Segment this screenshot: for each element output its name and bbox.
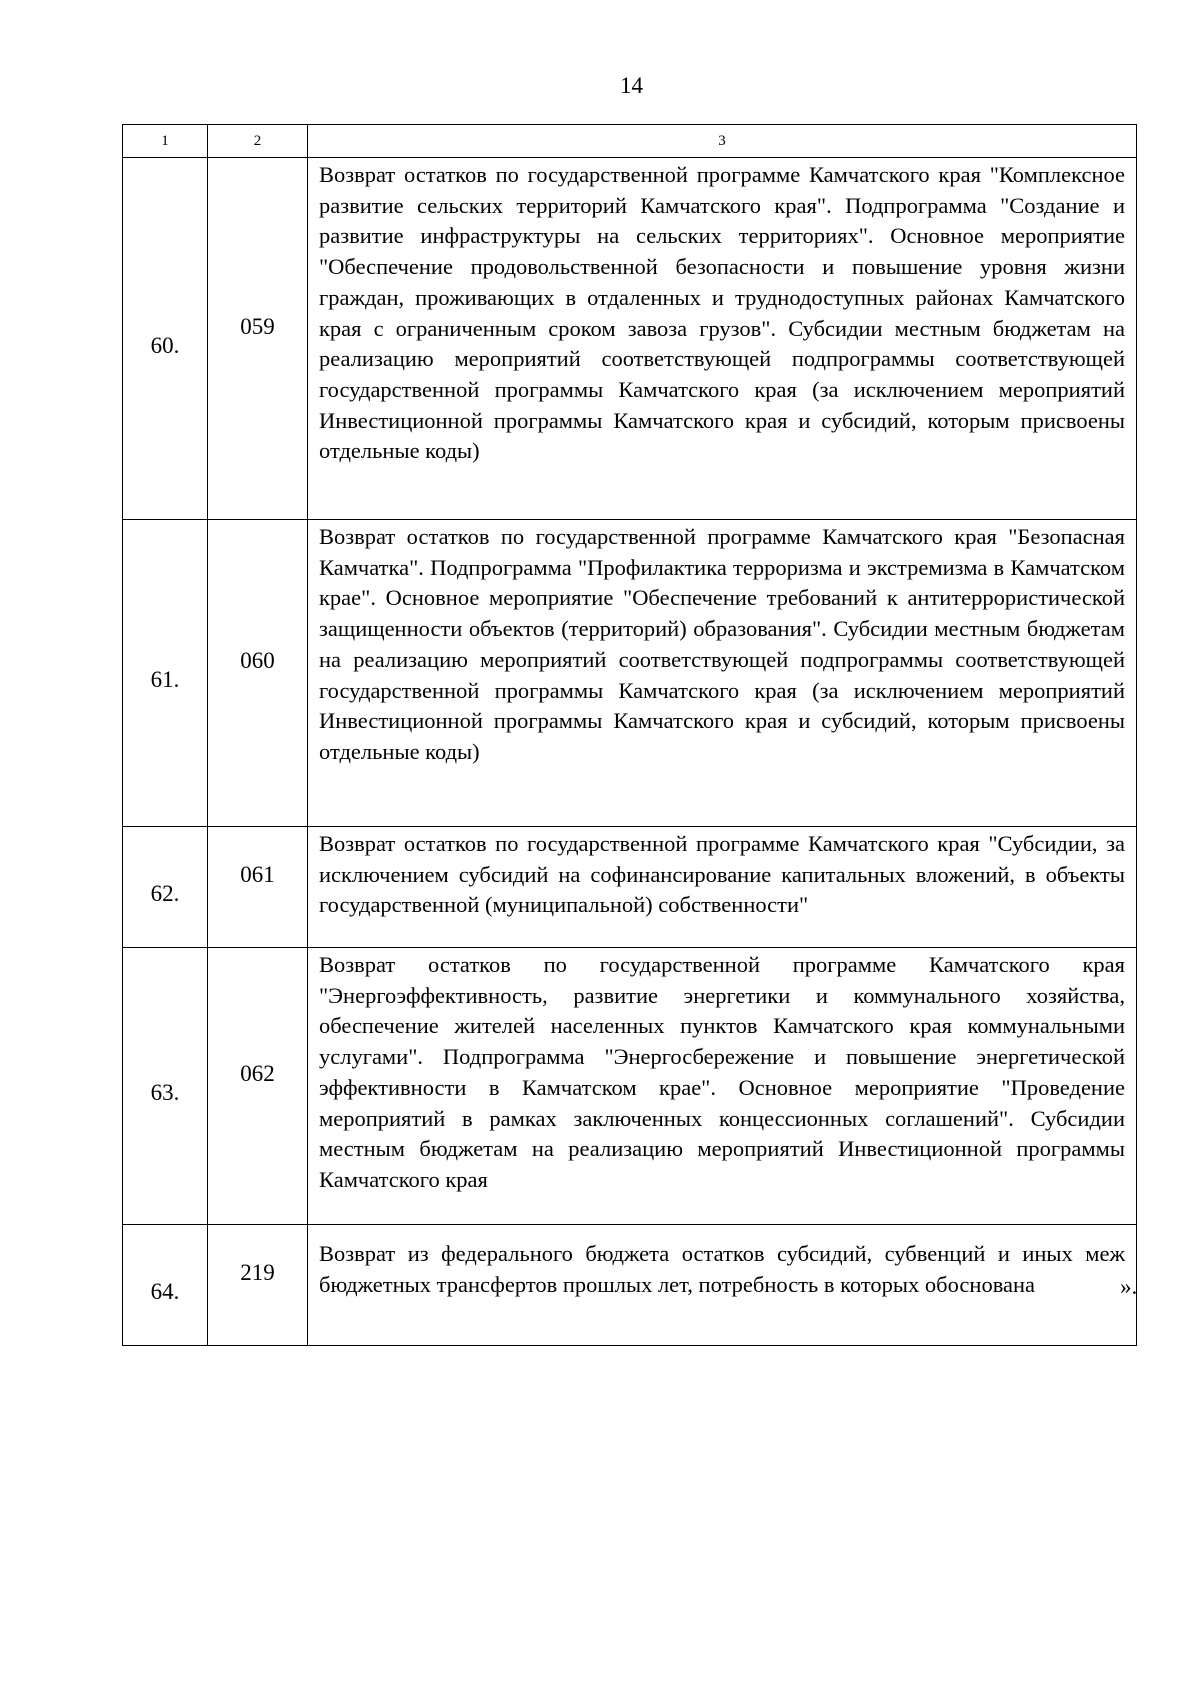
table-row (123, 1225, 1137, 1346)
column-header-1: 1 (123, 125, 208, 158)
row-number: 61. (123, 520, 208, 827)
budget-codes-table (122, 124, 1137, 1346)
row-number: 62. (123, 827, 208, 948)
table-row (123, 948, 1137, 1225)
page-number: 14 (620, 73, 643, 98)
row-code-cell (208, 520, 308, 827)
row-code-cell (208, 158, 308, 520)
row-description: Возврат остатков по государственной программе Камчатского края "Комплексное развитие сельских территорий Камчатского края". Подпрограмма "Создание и развитие инфраструктуры на сельских территориях". Основное мероприятие "Обеспечение продовольственной безопасности и повышение уровня жизни граждан, проживающих в отдаленных и труднодоступных районах Камчатского края с ограниченным сроком завоза грузов". Субсидии местным бюджетам на реализацию мероприятий соответствующей подпрограммы соответствующей государственной программы Камчатского края (за исключением мероприятий Инвестиционной программы Камчатского края и субсидий, которым присвоены отдельные коды) (308, 158, 1137, 520)
table-row (123, 827, 1137, 948)
row-description: Возврат остатков по государственной программе Камчатского края "Субсидии, за исключением субсидий на софинансирование капитальных вложений, в объекты государственной (муниципальной) собственности" (308, 827, 1137, 948)
row-code-cell (208, 948, 308, 1225)
row-description: Возврат остатков по государственной программе Камчатского края "Безопасная Камчатка". Подпрограмма "Профилактика терроризма и экстремизма в Камчатском крае". Основное мероприятие "Обеспечение требований к антитеррористической защищенности объектов (территорий) образования". Субсидии местным бюджетам на реализацию мероприятий соответствующей подпрограммы соответствующей государственной программы Камчатского края (за исключением мероприятий Инвестиционной программы Камчатского края и субсидий, которым присвоены отдельные коды) (308, 520, 1137, 827)
row-description: Возврат из федерального бюджета остатков субсидий, субвенций и иных меж бюджетных трансфертов прошлых лет, потребность в которых обоснована (308, 1225, 1137, 1346)
row-code: 062 (240, 1061, 275, 1086)
closing-quote-mark: ». (1120, 1274, 1138, 1299)
row-code: 060 (240, 648, 275, 673)
row-number: 63. (123, 948, 208, 1225)
row-description: Возврат остатков по государственной программе Камчатского края "Энергоэффективность, развитие энергетики и коммунального хозяйства, обеспечение жителей населенных пунктов Камчатского края коммунальными услугами". Подпрограмма "Энергосбережение и повышение энергетической эффективности в Камчатском крае". Основное мероприятие "Проведение мероприятий в рамках заключенных концессионных соглашений". Субсидии местным бюджетам на реализацию мероприятий Инвестиционной программы Камчатского края (308, 948, 1137, 1225)
row-number: 60. (123, 158, 208, 520)
column-header-2: 2 (208, 125, 308, 158)
table-header-row (123, 125, 1137, 158)
row-code: 219 (240, 1260, 275, 1285)
row-code: 059 (240, 313, 275, 339)
column-header-3: 3 (308, 125, 1137, 158)
table-row (123, 520, 1137, 827)
table-row (123, 158, 1137, 520)
row-number: 64. (123, 1225, 208, 1346)
row-code: 061 (240, 862, 275, 887)
row-code-cell (208, 1225, 308, 1346)
row-code-cell (208, 827, 308, 948)
